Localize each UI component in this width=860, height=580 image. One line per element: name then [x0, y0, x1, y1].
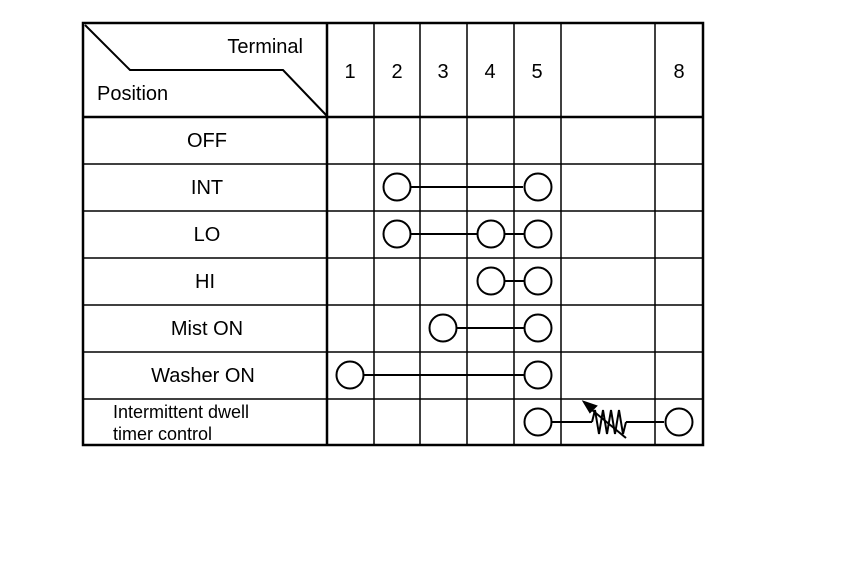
row-dividers	[83, 117, 703, 399]
position-int-label: INT	[190, 177, 224, 199]
terminal-contact	[525, 221, 552, 248]
position-lo-label: LO	[193, 224, 221, 246]
connection-timer	[525, 402, 693, 438]
terminal-8-label: 8	[673, 61, 685, 83]
terminal-2-label: 2	[391, 61, 403, 83]
connection-washer-on	[337, 362, 552, 389]
connection-mist-on	[430, 315, 552, 342]
terminal-contact	[337, 362, 364, 389]
position-timer-label-line2: timer control	[113, 424, 213, 444]
terminal-contact	[525, 174, 552, 201]
terminal-contact	[384, 174, 411, 201]
position-washer-on-label: Washer ON	[151, 365, 255, 387]
position-mist-on-label: Mist ON	[170, 318, 244, 340]
position-hi-label: HI	[195, 271, 215, 293]
position-timer-label-line1: Intermittent dwell	[113, 402, 250, 422]
position-off-label: OFF	[187, 130, 227, 152]
terminal-3-label: 3	[437, 61, 449, 83]
position-header-label: Position	[97, 83, 169, 105]
terminal-contact	[478, 268, 505, 295]
terminal-4-label: 4	[484, 61, 496, 83]
terminal-contact	[384, 221, 411, 248]
terminal-contact	[525, 315, 552, 342]
terminal-contact	[430, 315, 457, 342]
terminal-contact	[525, 409, 552, 436]
terminal-contact	[525, 268, 552, 295]
terminal-header-label: Terminal	[227, 36, 303, 58]
terminal-contact	[478, 221, 505, 248]
terminal-1-label: 1	[344, 61, 356, 83]
terminal-contact	[525, 362, 552, 389]
terminal-contact	[666, 409, 693, 436]
position-labels	[113, 130, 255, 444]
terminal-5-label: 5	[531, 61, 543, 83]
